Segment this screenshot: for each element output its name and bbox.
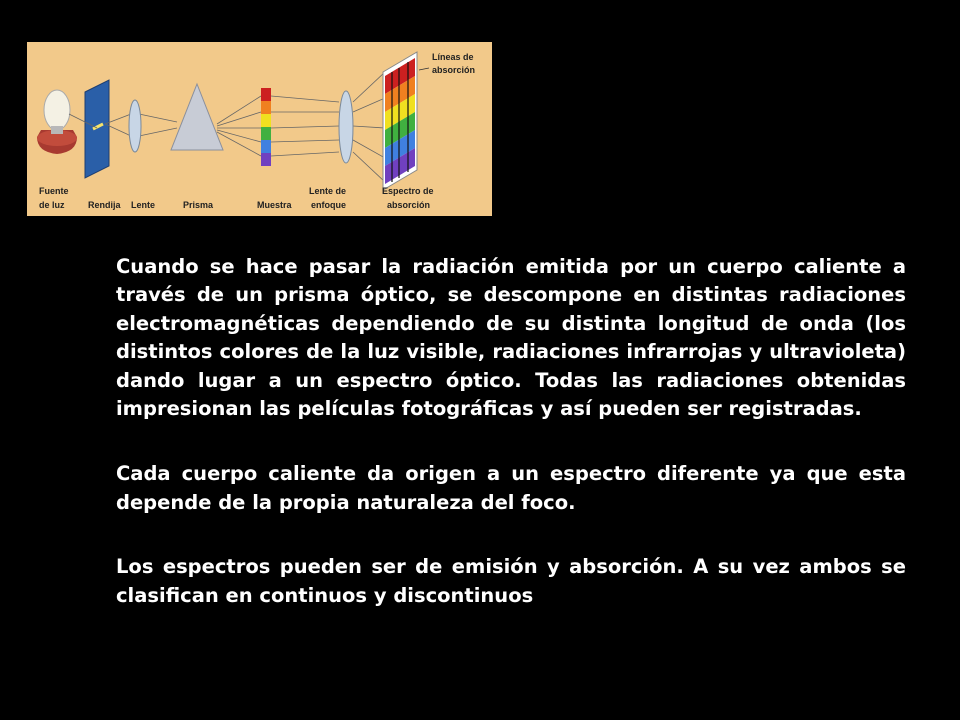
label-rendija: Rendija (88, 200, 121, 210)
label-prisma: Prisma (183, 200, 214, 210)
paragraph-spectrum-types: Los espectros pueden ser de emisión y absorción. A su vez ambos se clasifican en continuos y discontinuos (116, 555, 906, 607)
label-lineas-2: absorción (432, 65, 476, 75)
label-espectro-2: absorción (387, 200, 431, 210)
absorption-spectrum-icon (383, 52, 429, 190)
label-enfoque-2: enfoque (311, 200, 346, 210)
paragraph-prism-dispersion: Cuando se hace pasar la radiación emitida por un cuerpo caliente a través de un prisma óptico, se descompone en distintas radiaciones electromagnéticas dependiendo de su distinta longitud de onda (los distintos colores de la luz visible, radiaciones infrarrojas y ultravioleta) dando lugar a un espectro óptico. Todas las radiaciones obtenidas impresionan las películas fotográficas y así pueden ser registradas. (116, 255, 906, 421)
label-fuente-2: de luz (39, 200, 65, 210)
label-espectro-1: Espectro de (382, 186, 434, 196)
label-enfoque-1: Lente de (309, 186, 347, 196)
label-lente: Lente (131, 200, 156, 210)
focusing-lens-icon (339, 91, 353, 163)
prism-icon (171, 84, 223, 150)
paragraph-spectrum-origin: Cada cuerpo caliente da origen a un espectro diferente ya que esta depende de la propia naturaleza del foco. (116, 462, 906, 514)
label-lineas-1: Líneas de (432, 52, 474, 62)
spectroscope-illustration (27, 42, 492, 216)
label-fuente-1: Fuente (39, 186, 69, 196)
light-rays (69, 72, 385, 182)
spectroscope-diagram (27, 42, 492, 216)
slit-icon (85, 80, 109, 178)
sample-icon (261, 88, 271, 166)
light-source-icon (37, 90, 77, 154)
label-muestra: Muestra (257, 200, 292, 210)
lens-icon (129, 100, 141, 152)
body-text (116, 253, 906, 610)
